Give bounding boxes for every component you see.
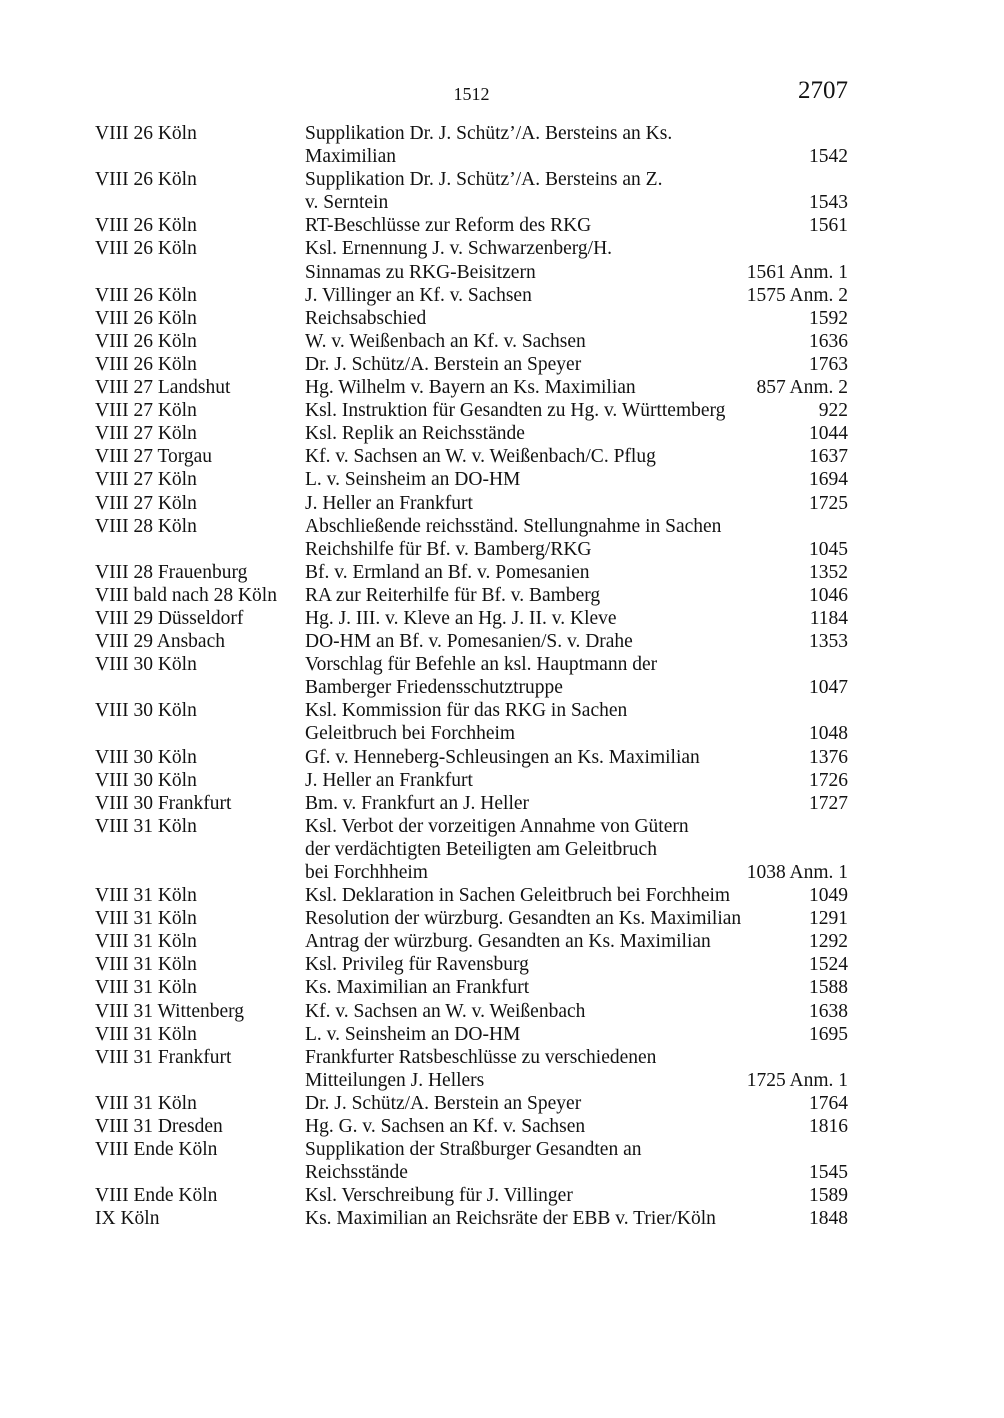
entry-description: Reichsstände (305, 1162, 408, 1184)
entry-description: Ksl. Replik an Reichsstände (305, 423, 525, 445)
entry-date-place: VIII 28 Köln (95, 515, 197, 537)
entry-description: der verdächtigten Beteiligten am Geleitbruch (305, 838, 657, 860)
register-entry (95, 122, 848, 168)
entry-date-place: VIII 31 Köln (95, 815, 197, 837)
entry-line (305, 538, 848, 561)
entry-line (305, 122, 848, 145)
entry-body (305, 307, 848, 330)
entry-description: Ksl. Verschreibung für J. Villinger (305, 1185, 573, 1207)
entry-date-place: VIII Ende Köln (95, 1185, 218, 1207)
entry-line (305, 815, 848, 838)
entry-description: Ksl. Kommission für das RKG in Sachen (305, 700, 628, 722)
entry-date-place: VIII 26 Köln (95, 353, 197, 375)
entry-body (305, 1138, 848, 1184)
entry-line (305, 353, 848, 376)
entry-description: Ksl. Instruktion für Gesandten zu Hg. v. Württemberg (305, 400, 726, 422)
entry-body (305, 815, 848, 884)
entry-line (305, 1207, 848, 1230)
entry-body (305, 1046, 848, 1092)
entry-line (305, 284, 848, 307)
entry-line (305, 884, 848, 907)
entry-body (305, 515, 848, 561)
entry-body (305, 1092, 848, 1115)
entry-description: Supplikation der Straßburger Gesandten an (305, 1139, 642, 1161)
entry-line (305, 515, 848, 538)
register-entry (95, 630, 848, 653)
entry-body (305, 168, 848, 214)
entry-date-place: VIII 30 Köln (95, 746, 197, 768)
entry-description: Bf. v. Ermland an Bf. v. Pomesanien (305, 561, 590, 583)
entry-line (305, 1115, 848, 1138)
entry-description: Ksl. Ernennung J. v. Schwarzenberg/H. (305, 238, 613, 260)
register-entry (95, 1046, 848, 1092)
entry-body (305, 907, 848, 930)
entry-line (305, 676, 848, 699)
entry-line (305, 1092, 848, 1115)
entry-description: Kf. v. Sachsen an W. v. Weißenbach/C. Pflug (305, 446, 656, 468)
entry-line (305, 838, 848, 861)
entry-line (305, 769, 848, 792)
entry-body (305, 214, 848, 237)
entry-page-reference: 1524 (809, 954, 848, 976)
register-entry (95, 237, 848, 283)
register-entry (95, 746, 848, 769)
entry-description: Ksl. Privileg für Ravensburg (305, 954, 529, 976)
entry-description: Ks. Maximilian an Reichsräte der EBB v. Trier/Köln (305, 1208, 716, 1230)
entry-description: Hg. Wilhelm v. Bayern an Ks. Maximilian (305, 377, 636, 399)
register-entry (95, 422, 848, 445)
register-entry (95, 1184, 848, 1207)
entry-line (305, 399, 848, 422)
entry-description: Supplikation Dr. J. Schütz’/A. Bersteins an Z. (305, 169, 663, 191)
entry-page-reference: 1727 (809, 792, 848, 814)
entry-line (305, 630, 848, 653)
entry-description: v. Serntein (305, 192, 389, 214)
entry-line (305, 746, 848, 769)
entry-date-place: VIII 30 Frankfurt (95, 792, 232, 814)
entry-date-place: VIII 27 Köln (95, 492, 197, 514)
entry-body (305, 746, 848, 769)
entry-date-place: VIII 31 Köln (95, 954, 197, 976)
entry-date-place: IX Köln (95, 1208, 160, 1230)
entry-line (305, 607, 848, 630)
entry-page-reference: 1048 (809, 723, 848, 745)
entry-page-reference: 1047 (809, 677, 848, 699)
register-entry (95, 399, 848, 422)
entry-description: J. Heller an Frankfurt (305, 492, 473, 514)
entry-description: Geleitbruch bei Forchheim (305, 723, 516, 745)
entry-description: Dr. J. Schütz/A. Berstein an Speyer (305, 353, 582, 375)
register-entry (95, 769, 848, 792)
entry-description: Gf. v. Henneberg-Schleusingen an Ks. Maximilian (305, 746, 700, 768)
entry-page-reference: 1561 Anm. 1 (746, 261, 848, 283)
entry-page-reference: 1542 (809, 146, 848, 168)
entry-date-place: VIII 26 Köln (95, 330, 197, 352)
entry-page-reference: 1637 (809, 446, 848, 468)
entry-body (305, 1023, 848, 1046)
entry-page-reference: 1592 (809, 307, 848, 329)
entry-line (305, 1069, 848, 1092)
register-entry (95, 492, 848, 515)
register-entry (95, 1115, 848, 1138)
entry-line (305, 307, 848, 330)
entry-description: J. Villinger an Kf. v. Sachsen (305, 284, 532, 306)
entry-description: Ksl. Deklaration in Sachen Geleitbruch bei Forchheim (305, 885, 731, 907)
entry-description: Kf. v. Sachsen an W. v. Weißenbach (305, 1000, 586, 1022)
entry-date-place: VIII 27 Köln (95, 469, 197, 491)
entry-line (305, 1046, 848, 1069)
register-entry (95, 792, 848, 815)
register-entry (95, 214, 848, 237)
entry-body (305, 399, 848, 422)
register-entry (95, 607, 848, 630)
entry-body (305, 699, 848, 745)
entry-line (305, 261, 848, 284)
entry-description: bei Forchhheim (305, 862, 428, 883)
entry-date-place: VIII 31 Köln (95, 977, 197, 999)
entry-description: Reichshilfe für Bf. v. Bamberg/RKG (305, 538, 592, 560)
entry-body (305, 561, 848, 584)
entry-line (305, 191, 848, 214)
entry-page-reference: 1046 (809, 584, 848, 606)
entry-line (305, 584, 848, 607)
entry-line (305, 699, 848, 722)
register-entry (95, 168, 848, 214)
entry-description: Sinnamas zu RKG-Beisitzern (305, 261, 536, 283)
entry-line (305, 237, 848, 260)
chronological-register-list (95, 122, 848, 1231)
entry-page-reference: 1575 Anm. 2 (746, 284, 848, 306)
entry-body (305, 769, 848, 792)
entry-line (305, 907, 848, 930)
entry-description: Maximilian (305, 146, 396, 168)
register-entry (95, 953, 848, 976)
entry-line (305, 792, 848, 815)
entry-date-place: VIII 27 Landshut (95, 377, 231, 399)
register-entry (95, 561, 848, 584)
entry-body (305, 468, 848, 491)
entry-date-place: VIII 26 Köln (95, 215, 197, 237)
entry-date-place: VIII 30 Köln (95, 654, 197, 676)
entry-line (305, 930, 848, 953)
entry-body (305, 330, 848, 353)
entry-body (305, 1115, 848, 1138)
entry-page-reference: 1049 (809, 885, 848, 907)
entry-page-reference: 1184 (809, 607, 848, 629)
entry-page-reference: 1545 (809, 1162, 848, 1184)
entry-line (305, 953, 848, 976)
entry-date-place: VIII 26 Köln (95, 307, 197, 329)
entry-page-reference: 1695 (809, 1023, 848, 1045)
entry-body (305, 376, 848, 399)
entry-description: Vorschlag für Befehle an ksl. Hauptmann der (305, 654, 658, 676)
entry-page-reference: 1636 (809, 330, 848, 352)
entry-body (305, 792, 848, 815)
entry-body (305, 1000, 848, 1023)
entry-line (305, 722, 848, 745)
entry-date-place: VIII 26 Köln (95, 123, 197, 144)
entry-description: Bamberger Friedensschutztruppe (305, 677, 563, 699)
entry-page-reference: 1589 (809, 1185, 848, 1207)
entry-page-reference: 1638 (809, 1000, 848, 1022)
entry-description: DO-HM an Bf. v. Pomesanien/S. v. Drahe (305, 631, 633, 653)
page-number: 2707 (798, 77, 848, 104)
register-entry (95, 330, 848, 353)
entry-line (305, 445, 848, 468)
entry-page-reference: 1352 (809, 561, 848, 583)
entry-date-place: VIII 31 Köln (95, 885, 197, 907)
entry-description: Ks. Maximilian an Frankfurt (305, 977, 530, 999)
entry-date-place: VIII 26 Köln (95, 284, 197, 306)
register-entry (95, 445, 848, 468)
entry-description: Ksl. Verbot der vorzeitigen Annahme von Gütern (305, 815, 689, 837)
register-entry (95, 1023, 848, 1046)
entry-page-reference: 1725 (809, 492, 848, 514)
entry-page-reference: 1353 (809, 631, 848, 653)
running-head-year: 1512 (453, 84, 490, 104)
register-entry (95, 1138, 848, 1184)
entry-body (305, 284, 848, 307)
entry-line (305, 330, 848, 353)
entry-line (305, 468, 848, 491)
entry-body (305, 976, 848, 999)
entry-line (305, 1184, 848, 1207)
entry-line (305, 422, 848, 445)
entry-page-reference: 1044 (809, 423, 848, 445)
entry-line (305, 561, 848, 584)
register-entry (95, 307, 848, 330)
entry-date-place: VIII 31 Köln (95, 1092, 197, 1114)
entry-body (305, 422, 848, 445)
entry-date-place: VIII 27 Köln (95, 423, 197, 445)
entry-date-place: VIII 31 Köln (95, 908, 197, 930)
entry-page-reference: 1376 (809, 746, 848, 768)
entry-line (305, 376, 848, 399)
entry-description: RA zur Reiterhilfe für Bf. v. Bamberg (305, 584, 601, 606)
register-entry (95, 976, 848, 999)
entry-date-place: VIII bald nach 28 Köln (95, 584, 277, 606)
entry-line (305, 168, 848, 191)
entry-body (305, 584, 848, 607)
register-entry (95, 907, 848, 930)
entry-description: Frankfurter Ratsbeschlüsse zu verschiedenen (305, 1046, 657, 1068)
entry-date-place: VIII 31 Dresden (95, 1116, 223, 1138)
entry-date-place: VIII 31 Wittenberg (95, 1000, 245, 1022)
entry-date-place: VIII 30 Köln (95, 700, 197, 722)
entry-date-place: VIII 26 Köln (95, 238, 197, 260)
register-entry (95, 815, 848, 884)
entry-page-reference: 1848 (809, 1208, 848, 1230)
entry-body (305, 607, 848, 630)
entry-page-reference: 1292 (809, 931, 848, 953)
entry-page-reference: 1291 (809, 908, 848, 930)
entry-description: Hg. J. III. v. Kleve an Hg. J. II. v. Kleve (305, 607, 617, 629)
register-entry (95, 284, 848, 307)
register-entry (95, 515, 848, 561)
entry-description: L. v. Seinsheim an DO-HM (305, 469, 521, 491)
entry-date-place: VIII 29 Ansbach (95, 631, 225, 653)
entry-body (305, 884, 848, 907)
entry-page-reference: 1588 (809, 977, 848, 999)
entry-description: Bm. v. Frankfurt an J. Heller (305, 792, 530, 814)
entry-body (305, 630, 848, 653)
entry-body (305, 492, 848, 515)
register-entry (95, 1207, 848, 1230)
entry-description: Reichsabschied (305, 307, 427, 329)
entry-page-reference: 1763 (809, 353, 848, 375)
entry-line (305, 1161, 848, 1184)
entry-description: Abschließende reichsständ. Stellungnahme in Sachen (305, 515, 722, 537)
entry-page-reference: 1726 (809, 769, 848, 791)
entry-line (305, 1023, 848, 1046)
register-entry (95, 468, 848, 491)
entry-date-place: VIII Ende Köln (95, 1139, 218, 1161)
entry-description: Hg. G. v. Sachsen an Kf. v. Sachsen (305, 1116, 586, 1138)
entry-date-place: VIII 26 Köln (95, 169, 197, 191)
entry-date-place: VIII 28 Frauenburg (95, 561, 248, 583)
entry-description: RT-Beschlüsse zur Reform des RKG (305, 215, 592, 237)
entry-line (305, 976, 848, 999)
entry-page-reference: 1694 (809, 469, 848, 491)
entry-page-reference: 922 (818, 400, 848, 422)
entry-page-reference: 1816 (809, 1116, 848, 1138)
entry-page-reference: 1764 (809, 1092, 848, 1114)
entry-date-place: VIII 31 Köln (95, 931, 197, 953)
entry-description: Antrag der würzburg. Gesandten an Ks. Maximilian (305, 931, 711, 953)
entry-page-reference: 1543 (809, 192, 848, 214)
entry-line (305, 1138, 848, 1161)
register-entry (95, 653, 848, 699)
entry-line (305, 653, 848, 676)
register-entry (95, 884, 848, 907)
entry-description: W. v. Weißenbach an Kf. v. Sachsen (305, 330, 586, 352)
entry-date-place: VIII 29 Düsseldorf (95, 607, 244, 629)
entry-description: Supplikation Dr. J. Schütz’/A. Bersteins an Ks. (305, 123, 673, 144)
entry-page-reference: 1725 Anm. 1 (746, 1069, 848, 1091)
entry-date-place: VIII 31 Köln (95, 1023, 197, 1045)
entry-line (305, 861, 848, 884)
entry-date-place: VIII 27 Torgau (95, 446, 213, 468)
register-entry (95, 376, 848, 399)
entry-date-place: VIII 30 Köln (95, 769, 197, 791)
register-entry (95, 584, 848, 607)
entry-line (305, 492, 848, 515)
entry-description: L. v. Seinsheim an DO-HM (305, 1023, 521, 1045)
entry-page-reference: 1038 Anm. 1 (746, 862, 848, 883)
entry-date-place: VIII 31 Frankfurt (95, 1046, 232, 1068)
entry-description: J. Heller an Frankfurt (305, 769, 473, 791)
entry-description: Dr. J. Schütz/A. Berstein an Speyer (305, 1092, 582, 1114)
entry-body (305, 445, 848, 468)
register-entry (95, 930, 848, 953)
entry-body (305, 237, 848, 283)
entry-description: Resolution der würzburg. Gesandten an Ks. Maximilian (305, 908, 742, 930)
entry-description: Mitteilungen J. Hellers (305, 1069, 485, 1091)
entry-date-place: VIII 27 Köln (95, 400, 197, 422)
entry-line (305, 1000, 848, 1023)
register-entry (95, 699, 848, 745)
entry-body (305, 953, 848, 976)
register-entry (95, 1000, 848, 1023)
entry-line (305, 214, 848, 237)
register-entry (95, 353, 848, 376)
register-entry (95, 1092, 848, 1115)
entry-page-reference: 1045 (809, 538, 848, 560)
entry-body (305, 353, 848, 376)
entry-body (305, 930, 848, 953)
entry-body (305, 653, 848, 699)
entry-page-reference: 857 Anm. 2 (756, 377, 848, 399)
entry-line (305, 145, 848, 168)
entry-page-reference: 1561 (809, 215, 848, 237)
entry-body (305, 1184, 848, 1207)
entry-body (305, 1207, 848, 1230)
entry-body (305, 122, 848, 168)
